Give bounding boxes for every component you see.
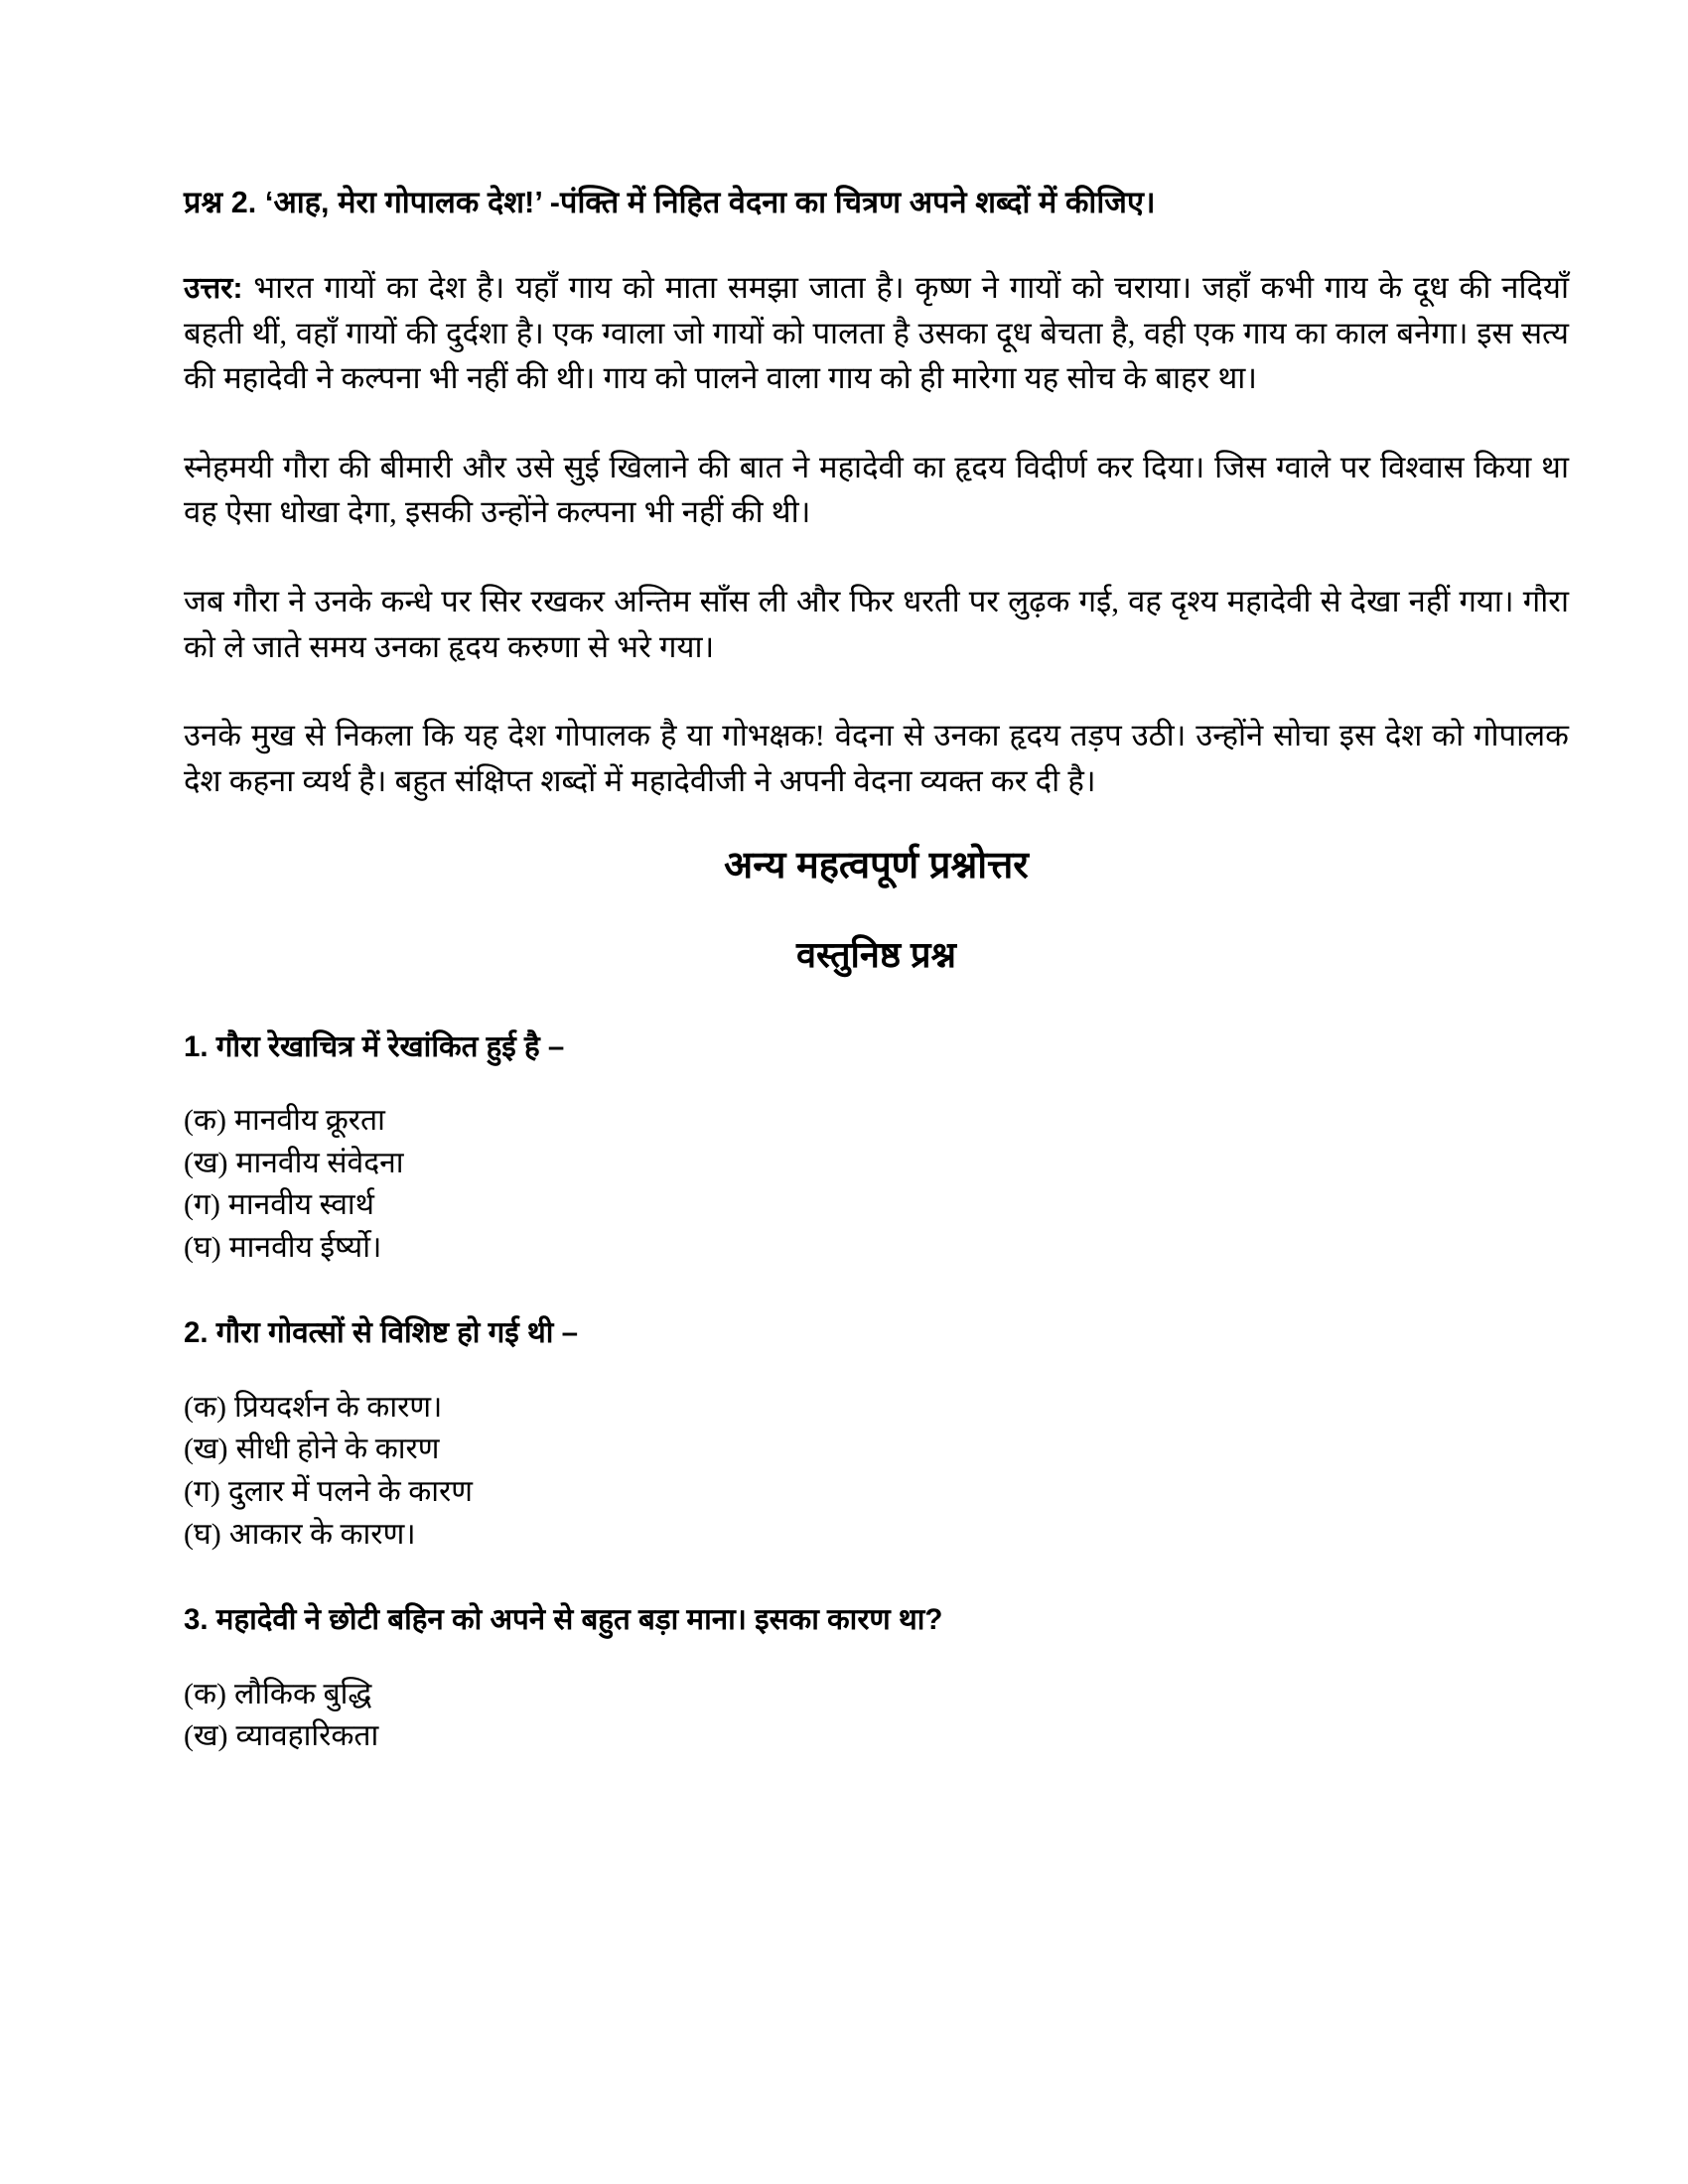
answer-paragraph-2: स्नेहमयी गौरा की बीमारी और उसे सुई खिलाने की बात ने महादेवी का हृदय विदीर्ण कर दिया। जिस ग्वाले पर विश्वास किया था वह ऐसा धोखा देगा, इसकी उन्होंने कल्पना भी नहीं की थी। [184,449,1569,530]
mcq-question-1: 1. गौरा रेखाचित्र में रेखांकित हुई है – [184,1029,565,1063]
answer-label: उत्तर: [184,271,243,305]
answer-paragraph-3: जब गौरा ने उनके कन्धे पर सिर रखकर अन्तिम साँस ली और फिर धरती पर लुढ़क गई, वह दृश्य महादेवी से देखा नहीं गया। गौरा को ले जाते समय उनका हृदय करुणा से भरे गया। [184,583,1569,664]
section-heading-secondary: वस्तुनिष्ठ प्रश्न [796,933,956,975]
option-key: (ख) [184,1433,228,1466]
option-label: मानवीय क्रूरता [234,1104,385,1138]
option-label: मानवीय संवेदना [235,1146,404,1179]
mcq-item-2 [184,1314,1569,1556]
mcq-option-1-c[interactable] [184,1184,1569,1227]
mcq-option-2-c[interactable] [184,1471,1569,1514]
mcq-option-1-b[interactable] [184,1143,1569,1185]
mcq-option-3-a[interactable] [184,1674,1569,1716]
page-title: प्रश्न 2. ‘आह, मेरा गोपालक देश!’ -पंक्ति में निहित वेदना का चित्रण अपने शब्दों में कीजिए। [184,186,1156,219]
mcq-question-2: 2. गौरा गोवत्सों से विशिष्ट हो गई थी – [184,1316,579,1350]
option-key: (ग) [184,1474,220,1508]
mcq-item-3 [184,1601,1569,1758]
option-key: (घ) [184,1517,221,1551]
mcq-options-3 [184,1674,1569,1758]
mcq-options-2 [184,1387,1569,1556]
option-key: (ग) [184,1188,220,1222]
mcq-option-3-b[interactable] [184,1715,1569,1758]
mcq-item-1 [184,1028,1569,1270]
answer-paragraph-1-text: भारत गायों का देश है। यहाँ गाय को माता समझा जाता है। कृष्ण ने गायों को चराया। जहाँ कभी गाय के दूध की नदियाँ बहती थीं, वहाँ गायों की दुर्दशा है। एक ग्वाला जो गायों को पालता है उसका दूध बेचता है, वही एक गाय का काल बनेगा। इस सत्य की महादेवी ने कल्पना भी नहीं की थी। गाय को पालने वाला गाय को ही मारेगा यह सोच के बाहर था। [184,269,1569,396]
option-label: मानवीय ईर्ष्यो। [228,1230,382,1264]
mcq-option-2-d[interactable] [184,1514,1569,1557]
option-key: (क) [184,1104,227,1138]
option-key: (ख) [184,1146,228,1179]
option-label: सीधी होने के कारण [235,1433,440,1466]
mcq-option-2-b[interactable] [184,1429,1569,1471]
option-key: (ख) [184,1719,228,1753]
answer-paragraph-4: उनके मुख से निकला कि यह देश गोपालक है या गोभक्षक! वेदना से उनका हृदय तड़प उठी। उन्होंने सोचा इस देश को गोपालक देश कहना व्यर्थ है। बहुत संक्षिप्त शब्दों में महादेवीजी ने अपनी वेदना व्यक्त कर दी है। [184,718,1569,798]
option-label: प्रियदर्शन के कारण। [234,1390,443,1424]
mcq-option-1-d[interactable] [184,1227,1569,1270]
option-key: (क) [184,1677,227,1710]
mcq-option-1-a[interactable] [184,1100,1569,1143]
section-heading-primary: अन्य महत्वपूर्ण प्रश्नोत्तर [724,845,1029,887]
mcq-question-3: 3. महादेवी ने छोटी बहिन को अपने से बहुत बड़ा माना। इसका कारण था? [184,1603,943,1637]
mcq-option-2-a[interactable] [184,1387,1569,1430]
page-content [184,184,1569,1758]
option-key: (घ) [184,1230,221,1264]
mcq-options-1 [184,1100,1569,1269]
option-label: आकार के कारण। [228,1517,416,1551]
option-label: दुलार में पलने के कारण [227,1474,473,1508]
option-label: लौकिक बुद्धि [234,1677,372,1710]
answer-paragraph-1 [184,265,1569,401]
option-label: मानवीय स्वार्थ [227,1188,374,1222]
option-label: व्यावहारिकता [235,1719,379,1753]
option-key: (क) [184,1390,227,1424]
